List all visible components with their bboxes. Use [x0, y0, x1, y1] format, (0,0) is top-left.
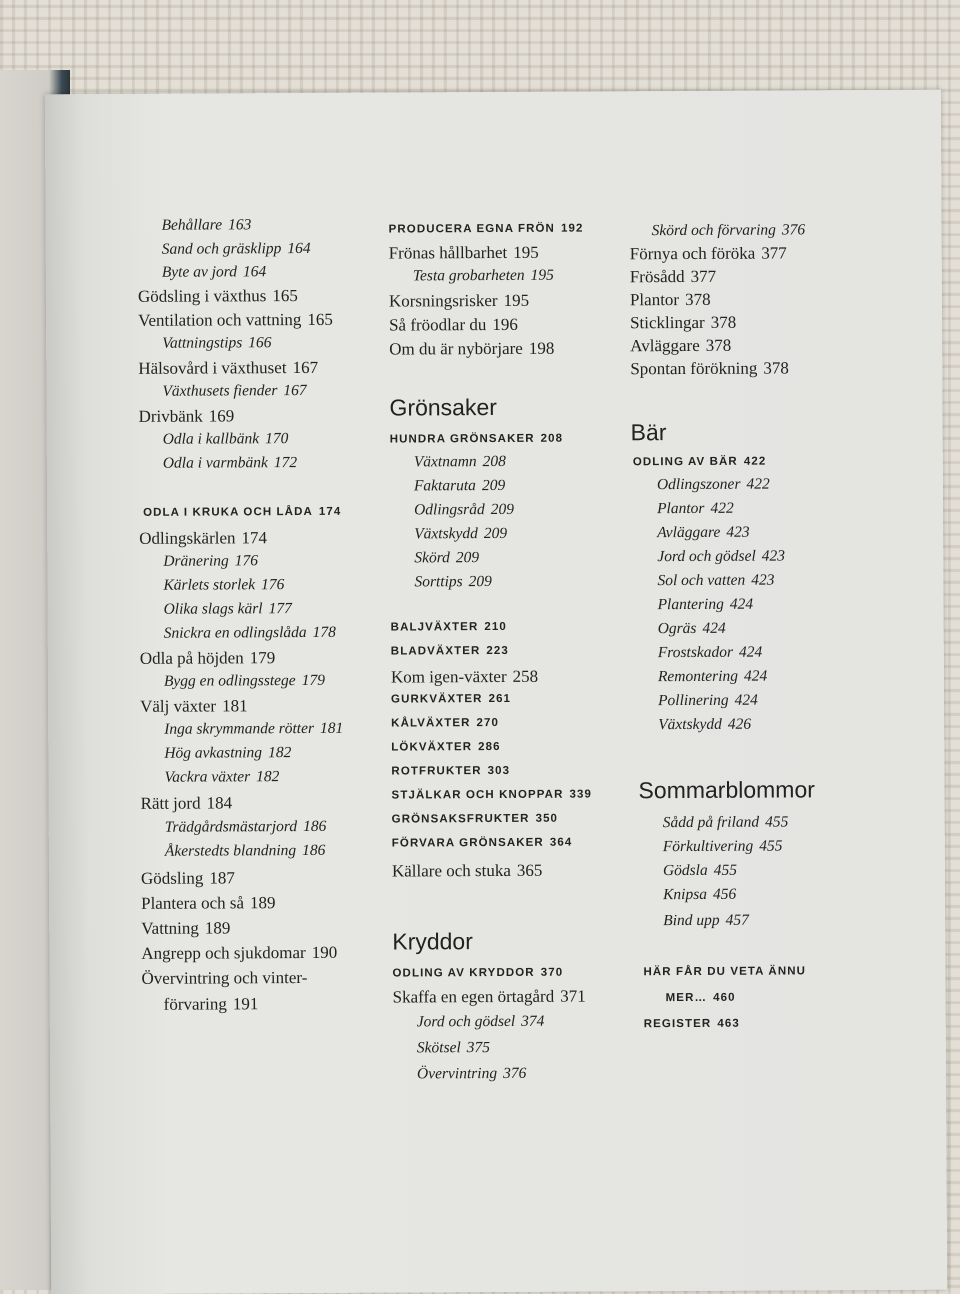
toc-section: ODLING AV KRYDDOR 370: [392, 966, 564, 980]
toc-entry: Hög avkastning 182: [164, 744, 292, 762]
toc-entry: Så fröodlar du 196: [389, 314, 518, 335]
toc-section: MER… 460: [665, 991, 736, 1005]
toc-entry: Gödsling i växthus 165: [137, 286, 298, 306]
toc-entry: Trädgårdsmästarjord 186: [164, 817, 327, 836]
toc-page: [45, 90, 947, 1294]
toc-entry: Knipsa 456: [663, 885, 737, 904]
toc-entry: Vattning 189: [141, 918, 231, 938]
toc-entry: Frostskador 424: [657, 643, 763, 662]
toc-entry: Sand och gräsklipp 164: [161, 239, 311, 258]
toc-entry: Angrepp och sjukdomar 190: [141, 942, 338, 963]
toc-section: GURKVÄXTER 261: [391, 692, 512, 706]
toc-entry: Olika slags kärl 177: [163, 600, 292, 618]
toc-entry: Odla på höjden 179: [139, 648, 276, 668]
toc-entry: Rätt jord 184: [140, 793, 233, 813]
toc-entry: Ventilation och vattning 165: [137, 309, 333, 330]
toc-section: HUNDRA GRÖNSAKER 208: [389, 432, 564, 446]
toc-entry: Växtnamn 208: [413, 452, 506, 471]
toc-entry: Inga skrymmande rötter 181: [164, 719, 344, 738]
toc-entry: Sorttips 209: [414, 573, 492, 591]
toc-entry: Åkerstedts blandning 186: [164, 841, 326, 860]
toc-entry: Förnya och föröka 377: [629, 243, 787, 264]
toc-entry: Ogräs 424: [657, 619, 726, 638]
toc-entry: Odla i varmbänk 172: [162, 454, 298, 472]
toc-section: LÖKVÄXTER 286: [391, 740, 501, 754]
toc-entry: Övervintring och vinter-: [141, 967, 308, 988]
toc-entry: Om du är nybörjare 198: [389, 338, 555, 359]
toc-entry: Jord och gödsel 423: [657, 547, 786, 566]
toc-entry: Avläggare 423: [657, 523, 750, 542]
toc-entry: Faktaruta 209: [413, 476, 506, 495]
toc-entry: Sådd på friland 455: [662, 813, 789, 832]
section-heading: Bär: [630, 419, 667, 446]
toc-section: HÄR FÅR DU VETA ÄNNU: [643, 965, 807, 979]
toc-entry: Övervintring 376: [416, 1064, 527, 1083]
toc-section: FÖRVARA GRÖNSAKER 364: [391, 836, 573, 850]
toc-entry: Bind upp 457: [663, 911, 749, 930]
toc-entry: Pollinering 424: [658, 691, 758, 710]
toc-section: ROTFRUKTER 303: [391, 764, 511, 778]
toc-entry: Skötsel 375: [416, 1039, 491, 1057]
toc-entry: Gödsling 187: [140, 868, 235, 888]
toc-entry: Vattningstips 166: [162, 334, 272, 352]
toc-section: BALJVÄXTER 210: [390, 620, 507, 634]
toc-entry: Hälsovård i växthuset 167: [138, 357, 319, 378]
toc-entry: Kom igen-växter 258: [390, 666, 539, 687]
toc-entry: Välj växter 181: [140, 696, 248, 716]
toc-entry: Spontan förökning 378: [630, 358, 789, 379]
toc-entry: Odla i kallbänk 170: [162, 430, 289, 448]
toc-entry: Kärlets storlek 176: [163, 576, 285, 594]
toc-section: ODLING AV BÄR 422: [632, 455, 767, 469]
toc-entry: Skörd 209: [414, 549, 480, 567]
section-heading: Kryddor: [392, 928, 473, 955]
toc-entry: Frönas hållbarhet 195: [388, 242, 539, 263]
toc-entry: Snickra en odlingslåda 178: [163, 623, 336, 642]
toc-section: BLADVÄXTER 223: [390, 644, 509, 658]
toc-entry: Dränering 176: [163, 552, 259, 570]
toc-entry: Plantor 422: [656, 499, 734, 518]
section-heading: Sommarblommor: [638, 776, 815, 804]
toc-entry: Korsningsrisker 195: [388, 290, 530, 311]
toc-entry: Plantor 378: [629, 289, 711, 310]
section-heading: Grönsaker: [389, 393, 497, 421]
toc-entry: Testa grobarheten 195: [412, 266, 554, 285]
toc-entry: Skaffa en egen örtagård 371: [392, 986, 586, 1007]
toc-entry: Odlingsråd 209: [414, 500, 514, 519]
toc-section: STJÄLKAR OCH KNOPPAR 339: [391, 788, 593, 802]
toc-entry: Bygg en odlingsstege 179: [163, 671, 325, 690]
toc-entry: Sticklingar 378: [630, 312, 737, 333]
toc-entry: Avläggare 378: [630, 335, 732, 356]
toc-entry: Skörd och förvaring 376: [651, 221, 806, 240]
toc-entry: Vackra växter 182: [164, 768, 280, 786]
toc-entry: Sol och vatten 423: [657, 571, 775, 590]
toc-entry: Remontering 424: [657, 667, 768, 686]
toc-section: GRÖNSAKSFRUKTER 350: [391, 812, 559, 826]
toc-section: ODLA I KRUKA OCH LÅDA 174: [143, 505, 342, 519]
toc-entry: Gödsla 455: [662, 861, 738, 880]
toc-entry: förvaring 191: [163, 994, 259, 1014]
toc-entry: Jord och gödsel 374: [416, 1012, 545, 1031]
toc-entry: Växtskydd 426: [658, 715, 752, 734]
toc-section: KÅLVÄXTER 270: [391, 716, 500, 730]
toc-entry: Odlingskärlen 174: [139, 528, 268, 548]
toc-entry: Källare och stuka 365: [391, 860, 543, 881]
toc-section: PRODUCERA EGNA FRÖN 192: [388, 222, 584, 236]
toc-entry: Behållare 163: [161, 216, 252, 234]
toc-entry: Odlingszoner 422: [656, 475, 770, 494]
toc-section: REGISTER 463: [643, 1017, 740, 1031]
toc-entry: Växtskydd 209: [414, 524, 508, 543]
toc-entry: Byte av jord 164: [161, 263, 267, 281]
toc-entry: Växthusets fiender 167: [162, 381, 307, 400]
toc-entry: Förkultivering 455: [662, 837, 783, 856]
toc-entry: Drivbänk 169: [138, 406, 235, 426]
toc-entry: Frösådd 377: [629, 266, 717, 287]
toc-entry: Plantering 424: [657, 595, 754, 614]
toc-entry: Plantera och så 189: [141, 893, 276, 913]
